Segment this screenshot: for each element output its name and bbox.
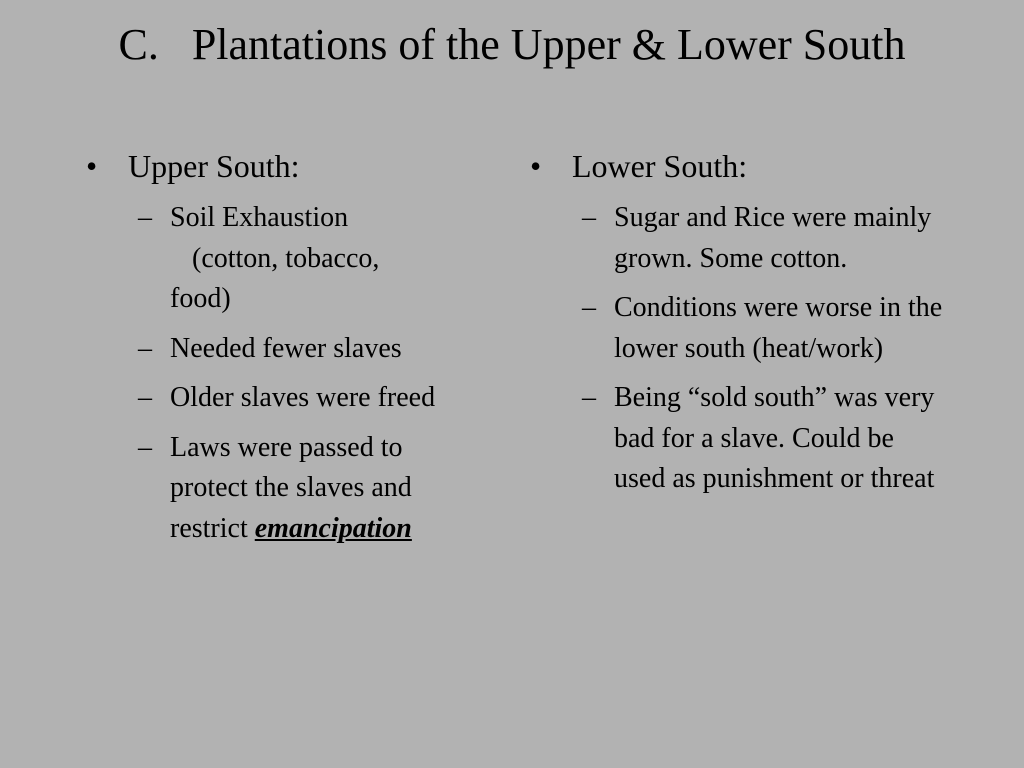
emancipation-term: emancipation [254,512,412,544]
lower-south-bullet [528,146,948,186]
lower-south-heading: Lower South: [572,148,748,184]
dash-icon: – [138,332,152,364]
list-item [582,288,948,369]
list-item [138,378,484,419]
dash-icon: – [138,202,152,233]
list-item-text: Needed fewer slaves [170,332,402,364]
upper-south-heading: Upper South: [128,148,300,184]
list-item [138,329,484,370]
soil-exhaustion-text: Soil Exhaustion [170,202,349,233]
list-item [582,198,948,279]
lower-south-column [528,146,948,509]
list-item-text: Sugar and Rice were mainly grown. Some cotton. [614,202,932,274]
lower-south-list [528,198,948,500]
list-item-text: Laws were passed to protect the slaves and restrict [170,431,412,544]
list-item [138,428,484,550]
list-item-text: Being “sold south” was very bad for a slave. Could be used as punishment or threat [614,382,935,494]
upper-south-column [84,146,484,558]
dash-icon: – [582,382,596,413]
bullet-icon: • [86,148,98,184]
list-item [138,198,484,320]
upper-south-list [84,198,484,549]
dash-icon: – [138,431,152,463]
upper-south-bullet [84,146,484,186]
dash-icon: – [582,202,596,233]
soil-exhaustion-crops-end: food) [170,283,231,314]
dash-icon: – [138,382,152,413]
list-item-text: Older slaves were freed [170,382,436,413]
list-item-text: Conditions were worse in the lower south (heat/work) [614,292,943,364]
list-item [582,378,948,500]
dash-icon: – [582,292,596,323]
bullet-icon: • [530,148,542,184]
soil-exhaustion-crops: (cotton, tobacco, [192,242,380,274]
slide-title: C. Plantations of the Upper & Lower South [118,20,906,69]
